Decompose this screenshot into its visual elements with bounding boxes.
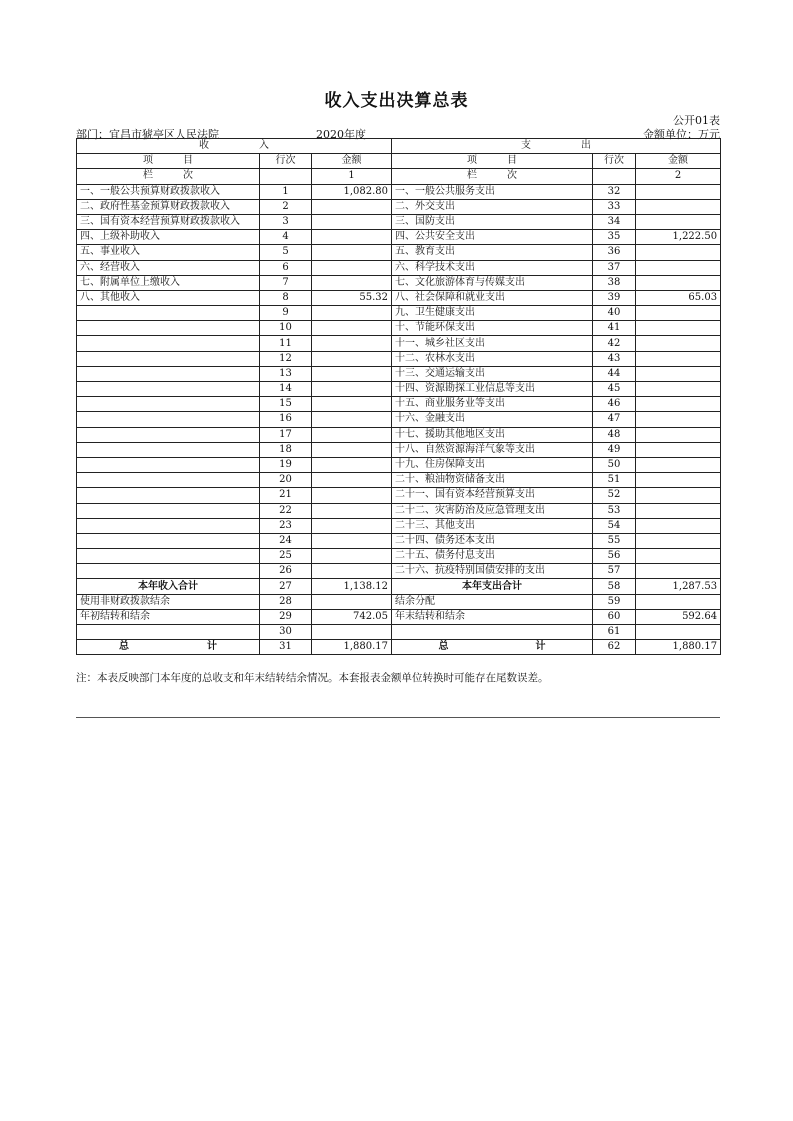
expense-row-no: 61 (593, 625, 636, 640)
expense-row-no: 47 (593, 412, 636, 427)
expense-amount (636, 442, 721, 457)
income-amount (312, 427, 392, 442)
income-amount-header: 金额 (312, 154, 392, 169)
table-row (77, 457, 721, 472)
bottom-rule (76, 717, 720, 718)
income-total-amount: 1,880.17 (312, 640, 392, 655)
expense-item: 年末结转和结余 (392, 609, 593, 624)
income-amount (312, 230, 392, 245)
expense-lanci-empty (593, 169, 636, 184)
expense-row-no: 41 (593, 321, 636, 336)
income-row-no: 25 (260, 549, 312, 564)
income-item-header: 项 目 (77, 154, 260, 169)
expense-row-no: 59 (593, 594, 636, 609)
income-row-no-header: 行次 (260, 154, 312, 169)
expense-row-no: 43 (593, 351, 636, 366)
income-item: 四、上级补助收入 (77, 230, 260, 245)
expense-row-no: 39 (593, 290, 636, 305)
expense-row-no: 53 (593, 503, 636, 518)
income-row-no: 13 (260, 366, 312, 381)
expense-amount (636, 594, 721, 609)
table-row (77, 625, 721, 640)
income-amount (312, 457, 392, 472)
header-row-columns (77, 154, 721, 169)
expense-subtotal-label: 本年支出合计 (392, 579, 593, 594)
table-row (77, 397, 721, 412)
table-row (77, 427, 721, 442)
income-item: 二、政府性基金预算财政拨款收入 (77, 199, 260, 214)
expense-row-no: 34 (593, 214, 636, 229)
income-row-no: 6 (260, 260, 312, 275)
table-row (77, 214, 721, 229)
expense-row-no: 38 (593, 275, 636, 290)
table-row (77, 564, 721, 579)
income-item: 使用非财政拨款结余 (77, 594, 260, 609)
income-row-no: 17 (260, 427, 312, 442)
table-row (77, 321, 721, 336)
expense-total-label (392, 640, 593, 655)
expense-row-no: 51 (593, 473, 636, 488)
expense-row-no: 45 (593, 382, 636, 397)
expense-row-no: 42 (593, 336, 636, 351)
income-amount (312, 503, 392, 518)
expense-amount (636, 382, 721, 397)
form-code: 公开01表 (673, 114, 720, 127)
expense-item: 二十六、抗疫特别国债安排的支出 (392, 564, 593, 579)
expense-row-no: 50 (593, 457, 636, 472)
table-row (77, 412, 721, 427)
table-row (77, 503, 721, 518)
table-row (77, 473, 721, 488)
table-row (77, 366, 721, 381)
expense-amount (636, 533, 721, 548)
table-row (77, 260, 721, 275)
income-item (77, 306, 260, 321)
income-item (77, 442, 260, 457)
income-amount (312, 397, 392, 412)
expense-amount (636, 503, 721, 518)
income-row-no: 3 (260, 214, 312, 229)
income-item (77, 336, 260, 351)
income-amount (312, 518, 392, 533)
expense-item: 三、国防支出 (392, 214, 593, 229)
table-row (77, 306, 721, 321)
income-subtotal-row-no: 27 (260, 579, 312, 594)
income-expense-table (76, 138, 721, 655)
expense-amount: 592.64 (636, 609, 721, 624)
income-amount (312, 625, 392, 640)
expense-row-no: 44 (593, 366, 636, 381)
income-item (77, 457, 260, 472)
expense-item: 二十四、债务还本支出 (392, 533, 593, 548)
income-row-no: 19 (260, 457, 312, 472)
header-row-section (77, 139, 721, 154)
expense-amount (636, 275, 721, 290)
income-item: 八、其他收入 (77, 290, 260, 305)
expense-item: 二十三、其他支出 (392, 518, 593, 533)
expense-amount (636, 336, 721, 351)
expense-amount-header: 金额 (636, 154, 721, 169)
expense-item: 十五、商业服务业等支出 (392, 397, 593, 412)
income-row-no: 20 (260, 473, 312, 488)
income-amount (312, 336, 392, 351)
subtotal-row (77, 579, 721, 594)
expense-item: 十四、资源勘探工业信息等支出 (392, 382, 593, 397)
income-amount: 1,082.80 (312, 184, 392, 199)
income-row-no: 16 (260, 412, 312, 427)
expense-item: 十八、自然资源海洋气象等支出 (392, 442, 593, 457)
expense-amount (636, 457, 721, 472)
income-row-no: 26 (260, 564, 312, 579)
expense-row-no: 57 (593, 564, 636, 579)
expense-subtotal-row-no: 58 (593, 579, 636, 594)
income-total-label-part-b: 计 (207, 641, 217, 653)
income-row-no: 1 (260, 184, 312, 199)
expense-amount (636, 245, 721, 260)
expense-total-row-no: 62 (593, 640, 636, 655)
income-amount (312, 321, 392, 336)
income-row-no: 14 (260, 382, 312, 397)
expense-header: 支 出 (392, 139, 721, 154)
income-total-label-part-a: 总 (119, 641, 129, 653)
income-amount: 55.32 (312, 290, 392, 305)
income-amount (312, 533, 392, 548)
income-item: 一、一般公共预算财政拨款收入 (77, 184, 260, 199)
income-lanci-empty (260, 169, 312, 184)
income-item (77, 427, 260, 442)
income-row-no: 22 (260, 503, 312, 518)
expense-item: 十六、金融支出 (392, 412, 593, 427)
expense-item: 结余分配 (392, 594, 593, 609)
expense-item: 十七、援助其他地区支出 (392, 427, 593, 442)
income-subtotal-amount: 1,138.12 (312, 579, 392, 594)
table-row (77, 230, 721, 245)
income-item (77, 397, 260, 412)
income-item (77, 473, 260, 488)
table-row (77, 245, 721, 260)
table-row (77, 199, 721, 214)
expense-row-no: 60 (593, 609, 636, 624)
expense-item: 一、一般公共服务支出 (392, 184, 593, 199)
income-amount (312, 351, 392, 366)
total-row (77, 640, 721, 655)
expense-row-no: 54 (593, 518, 636, 533)
income-amount (312, 275, 392, 290)
expense-item: 十一、城乡社区支出 (392, 336, 593, 351)
income-row-no: 23 (260, 518, 312, 533)
income-row-no: 12 (260, 351, 312, 366)
expense-total-label-part-a: 总 (438, 641, 449, 653)
expense-item: 十、节能环保支出 (392, 321, 593, 336)
income-amount (312, 442, 392, 457)
expense-amount (636, 306, 721, 321)
income-item (77, 518, 260, 533)
table-row (77, 609, 721, 624)
expense-amount (636, 625, 721, 640)
income-row-no: 8 (260, 290, 312, 305)
table-row (77, 351, 721, 366)
income-amount (312, 366, 392, 381)
expense-item: 七、文化旅游体育与传媒支出 (392, 275, 593, 290)
expense-item: 十二、农林水支出 (392, 351, 593, 366)
income-amount: 742.05 (312, 609, 392, 624)
income-amount (312, 488, 392, 503)
income-row-no: 24 (260, 533, 312, 548)
expense-item: 六、科学技术支出 (392, 260, 593, 275)
expense-row-no: 40 (593, 306, 636, 321)
expense-amount (636, 427, 721, 442)
expense-item: 二十五、债务付息支出 (392, 549, 593, 564)
table-row (77, 275, 721, 290)
income-item (77, 382, 260, 397)
department-label: 部门：宜昌市猇亭区人民法院 (76, 128, 219, 141)
income-item (77, 412, 260, 427)
income-item (77, 625, 260, 640)
income-amount (312, 549, 392, 564)
table-row (77, 184, 721, 199)
expense-amount (636, 473, 721, 488)
expense-amount (636, 184, 721, 199)
income-col-number: 1 (312, 169, 392, 184)
expense-row-no: 35 (593, 230, 636, 245)
table-row (77, 549, 721, 564)
expense-row-no: 49 (593, 442, 636, 457)
expense-amount (636, 564, 721, 579)
income-amount (312, 564, 392, 579)
income-row-no: 18 (260, 442, 312, 457)
income-item: 七、附属单位上缴收入 (77, 275, 260, 290)
expense-item: 五、教育支出 (392, 245, 593, 260)
income-total-label-text (80, 640, 256, 654)
table-row (77, 594, 721, 609)
expense-item: 十九、住房保障支出 (392, 457, 593, 472)
table-row (77, 488, 721, 503)
expense-row-no: 36 (593, 245, 636, 260)
income-item (77, 533, 260, 548)
income-item (77, 564, 260, 579)
expense-amount (636, 397, 721, 412)
expense-item: 二十二、灾害防治及应急管理支出 (392, 503, 593, 518)
income-item (77, 351, 260, 366)
expense-row-no: 56 (593, 549, 636, 564)
expense-row-no: 37 (593, 260, 636, 275)
table-row (77, 442, 721, 457)
income-row-no: 7 (260, 275, 312, 290)
expense-amount (636, 412, 721, 427)
expense-item: 二十、粮油物资储备支出 (392, 473, 593, 488)
page-title: 收入支出决算总表 (324, 91, 469, 111)
income-row-no: 10 (260, 321, 312, 336)
expense-col-number: 2 (636, 169, 721, 184)
expense-row-no: 48 (593, 427, 636, 442)
expense-item (392, 625, 593, 640)
expense-amount: 1,222.50 (636, 230, 721, 245)
expense-total-label-part-b: 计 (535, 641, 546, 653)
table-row (77, 336, 721, 351)
expense-amount (636, 488, 721, 503)
expense-row-no-header: 行次 (593, 154, 636, 169)
income-item: 五、事业收入 (77, 245, 260, 260)
income-header: 收 入 (77, 139, 392, 154)
income-amount (312, 412, 392, 427)
income-item: 六、经营收入 (77, 260, 260, 275)
income-amount (312, 199, 392, 214)
income-amount (312, 594, 392, 609)
income-amount (312, 214, 392, 229)
expense-item: 二十一、国有资本经营预算支出 (392, 488, 593, 503)
expense-subtotal-amount: 1,287.53 (636, 579, 721, 594)
income-item: 年初结转和结余 (77, 609, 260, 624)
income-item (77, 321, 260, 336)
expense-total-amount: 1,880.17 (636, 640, 721, 655)
income-row-no: 11 (260, 336, 312, 351)
table-row (77, 290, 721, 305)
income-amount (312, 260, 392, 275)
expense-amount (636, 321, 721, 336)
income-lanci-label: 栏 次 (77, 169, 260, 184)
expense-amount: 65.03 (636, 290, 721, 305)
expense-total-label-text (395, 640, 589, 654)
income-row-no: 2 (260, 199, 312, 214)
income-row-no: 30 (260, 625, 312, 640)
income-row-no: 4 (260, 230, 312, 245)
income-subtotal-label: 本年收入合计 (77, 579, 260, 594)
income-item (77, 549, 260, 564)
expense-item: 四、公共安全支出 (392, 230, 593, 245)
income-row-no: 29 (260, 609, 312, 624)
footnote: 注：本表反映部门本年度的总收支和年末结转结余情况。本套报表金额单位转换时可能存在尾数误差。 (76, 672, 549, 684)
income-amount (312, 382, 392, 397)
expense-row-no: 33 (593, 199, 636, 214)
income-row-no: 5 (260, 245, 312, 260)
expense-item: 八、社会保障和就业支出 (392, 290, 593, 305)
income-item (77, 366, 260, 381)
expense-item-header: 项 目 (392, 154, 593, 169)
expense-amount (636, 549, 721, 564)
header-row-lanci (77, 169, 721, 184)
income-amount (312, 306, 392, 321)
income-row-no: 15 (260, 397, 312, 412)
expense-row-no: 52 (593, 488, 636, 503)
expense-item: 十三、交通运输支出 (392, 366, 593, 381)
fiscal-year: 2020年度 (316, 128, 366, 141)
expense-item: 二、外交支出 (392, 199, 593, 214)
expense-item: 九、卫生健康支出 (392, 306, 593, 321)
table-row (77, 382, 721, 397)
expense-row-no: 46 (593, 397, 636, 412)
expense-amount (636, 199, 721, 214)
expense-amount (636, 260, 721, 275)
table-row (77, 518, 721, 533)
income-total-label (77, 640, 260, 655)
income-amount (312, 473, 392, 488)
expense-amount (636, 518, 721, 533)
expense-row-no: 55 (593, 533, 636, 548)
expense-amount (636, 351, 721, 366)
expense-amount (636, 214, 721, 229)
income-total-row-no: 31 (260, 640, 312, 655)
income-row-no: 9 (260, 306, 312, 321)
income-row-no: 28 (260, 594, 312, 609)
income-amount (312, 245, 392, 260)
table-row (77, 533, 721, 548)
income-row-no: 21 (260, 488, 312, 503)
income-item (77, 503, 260, 518)
amount-unit: 金额单位：万元 (643, 128, 720, 141)
expense-row-no: 32 (593, 184, 636, 199)
expense-lanci-label: 栏 次 (392, 169, 593, 184)
income-item: 三、国有资本经营预算财政拨款收入 (77, 214, 260, 229)
expense-amount (636, 366, 721, 381)
income-item (77, 488, 260, 503)
